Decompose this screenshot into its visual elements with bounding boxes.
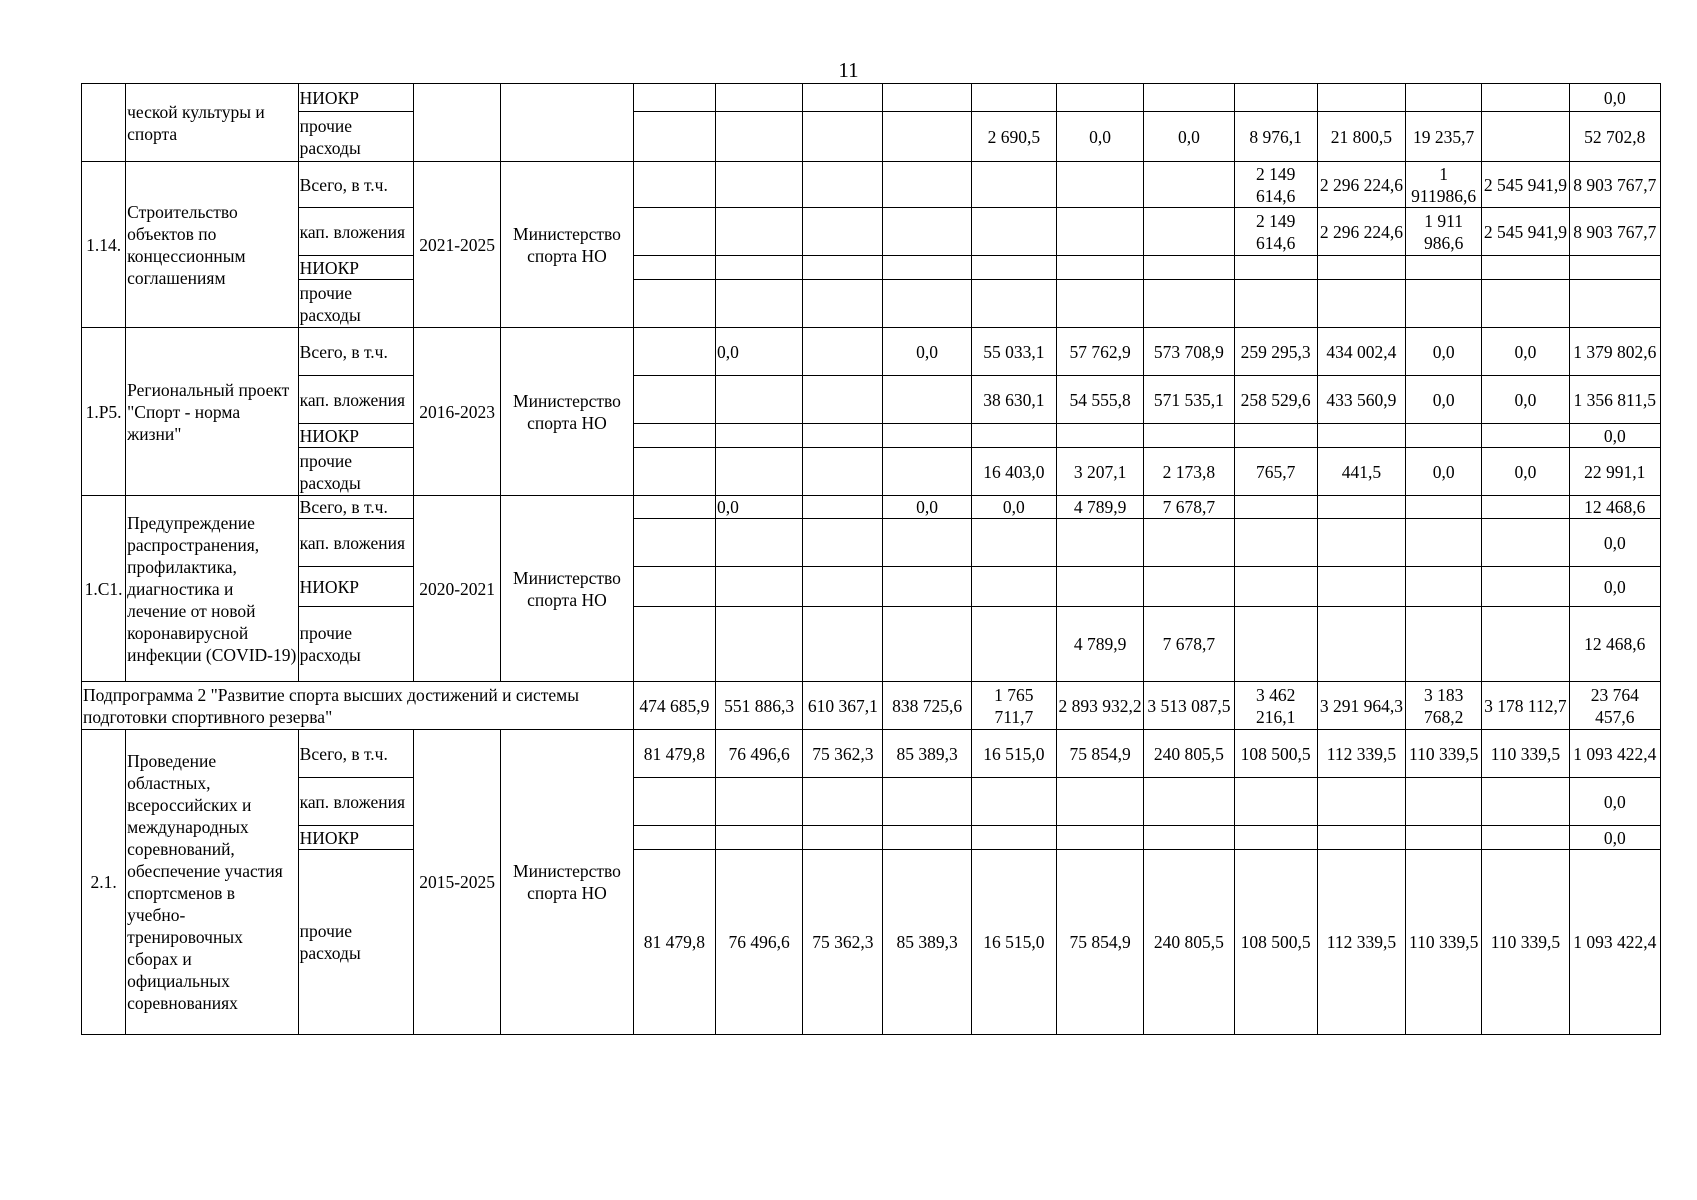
value-cell: 2 173,8 xyxy=(1144,448,1234,496)
value-cell: 2 296 224,6 xyxy=(1317,208,1405,256)
value-cell: 55 033,1 xyxy=(971,328,1056,376)
total-cell: 52 702,8 xyxy=(1569,112,1660,162)
value-cell: 0,0 xyxy=(715,496,802,519)
table-row xyxy=(82,162,1661,208)
row-number-cell: 1.Р5. xyxy=(82,328,126,496)
cost-type-label: НИОКР xyxy=(298,84,413,112)
value-cell: 75 854,9 xyxy=(1056,730,1143,778)
value-cell: 0,0 xyxy=(1406,376,1482,424)
total-cell: 0,0 xyxy=(1569,826,1660,850)
period-cell: 2016-2023 xyxy=(414,328,501,496)
value-cell: 75 854,9 xyxy=(1056,850,1143,1035)
total-cell: 1 379 802,6 xyxy=(1569,328,1660,376)
subprogram-row xyxy=(82,682,1661,730)
value-cell: 108 500,5 xyxy=(1234,730,1317,778)
value-cell: 571 535,1 xyxy=(1144,376,1234,424)
value-cell: 0,0 xyxy=(883,496,971,519)
value-cell: 0,0 xyxy=(1482,448,1569,496)
row-name-cell: Строительство объектов по концессионным соглашениям xyxy=(126,162,299,328)
total-cell: 8 903 767,7 xyxy=(1569,162,1660,208)
value-cell: 0,0 xyxy=(1144,112,1234,162)
value-cell: 112 339,5 xyxy=(1317,730,1405,778)
value-cell: 7 678,7 xyxy=(1144,496,1234,519)
cost-type-label: Всего, в т.ч. xyxy=(298,496,413,519)
value-cell: 112 339,5 xyxy=(1317,850,1405,1035)
value-cell: 258 529,6 xyxy=(1234,376,1317,424)
value-cell: 38 630,1 xyxy=(971,376,1056,424)
table-row xyxy=(82,850,1661,1035)
value-cell: 110 339,5 xyxy=(1482,730,1569,778)
total-cell: 0,0 xyxy=(1569,519,1660,567)
executor-cell: Министерство спорта НО xyxy=(501,730,633,1035)
subprogram-title: Подпрограмма 2 "Развитие спорта высших достижений и системы подготовки спортивного резерва" xyxy=(82,682,634,730)
value-cell: 573 708,9 xyxy=(1144,328,1234,376)
value-cell: 0,0 xyxy=(1406,448,1482,496)
table-row xyxy=(82,567,1661,607)
cost-type-label: Всего, в т.ч. xyxy=(298,328,413,376)
table-row xyxy=(82,256,1661,280)
total-cell: 0,0 xyxy=(1569,424,1660,448)
value-cell: 0,0 xyxy=(715,328,802,376)
cost-type-label: прочие расходы xyxy=(298,280,413,328)
value-cell: 4 789,9 xyxy=(1056,496,1143,519)
value-cell: 76 496,6 xyxy=(715,730,802,778)
cost-type-label: прочие расходы xyxy=(298,607,413,682)
row-name-cell: Предупреждение распространения, профилактика, диагностика и лечение от новой коронавирусной инфекции (COVID-19) xyxy=(126,496,299,682)
cost-type-label: кап. вложения xyxy=(298,208,413,256)
value-cell: 1 911 986,6 xyxy=(1406,208,1482,256)
period-cell: 2021-2025 xyxy=(414,162,501,328)
value-cell: 610 367,1 xyxy=(803,682,883,730)
value-cell: 3 462 216,1 xyxy=(1234,682,1317,730)
value-cell: 85 389,3 xyxy=(883,730,971,778)
value-cell: 0,0 xyxy=(1482,376,1569,424)
table-row xyxy=(82,112,1661,162)
value-cell: 76 496,6 xyxy=(715,850,802,1035)
value-cell: 2 690,5 xyxy=(971,112,1056,162)
value-cell: 3 291 964,3 xyxy=(1317,682,1405,730)
total-cell: 0,0 xyxy=(1569,778,1660,826)
table-row xyxy=(82,280,1661,328)
value-cell xyxy=(1482,112,1569,162)
value-cell: 240 805,5 xyxy=(1144,850,1234,1035)
value-cell: 3 178 112,7 xyxy=(1482,682,1569,730)
row-name-cell: ческой культуры и спорта xyxy=(126,84,299,162)
total-cell: 0,0 xyxy=(1569,567,1660,607)
table-row xyxy=(82,826,1661,850)
value-cell: 108 500,5 xyxy=(1234,850,1317,1035)
total-cell: 12 468,6 xyxy=(1569,496,1660,519)
value-cell: 21 800,5 xyxy=(1317,112,1405,162)
table-row xyxy=(82,730,1661,778)
value-cell: 81 479,8 xyxy=(633,850,715,1035)
value-cell: 16 403,0 xyxy=(971,448,1056,496)
table-row xyxy=(82,519,1661,567)
row-number-cell: 1.С1. xyxy=(82,496,126,682)
row-number-cell: 1.14. xyxy=(82,162,126,328)
value-cell: 259 295,3 xyxy=(1234,328,1317,376)
total-cell: 1 093 422,4 xyxy=(1569,730,1660,778)
cost-type-label: прочие расходы xyxy=(298,448,413,496)
table-row xyxy=(82,496,1661,519)
value-cell: 0,0 xyxy=(1482,328,1569,376)
total-cell: 23 764 457,6 xyxy=(1569,682,1660,730)
value-cell: 54 555,8 xyxy=(1056,376,1143,424)
budget-table xyxy=(81,83,1661,1035)
cost-type-label: НИОКР xyxy=(298,826,413,850)
value-cell: 75 362,3 xyxy=(803,850,883,1035)
value-cell: 110 339,5 xyxy=(1406,850,1482,1035)
value-cell: 7 678,7 xyxy=(1144,607,1234,682)
executor-cell xyxy=(501,84,633,162)
row-name-cell: Региональный проект "Спорт - норма жизни" xyxy=(126,328,299,496)
total-cell: 1 356 811,5 xyxy=(1569,376,1660,424)
total-cell: 8 903 767,7 xyxy=(1569,208,1660,256)
cost-type-label: Всего, в т.ч. xyxy=(298,730,413,778)
executor-cell: Министерство спорта НО xyxy=(501,328,633,496)
value-cell: 240 805,5 xyxy=(1144,730,1234,778)
value-cell: 0,0 xyxy=(1406,328,1482,376)
value-cell: 57 762,9 xyxy=(1056,328,1143,376)
value-cell: 19 235,7 xyxy=(1406,112,1482,162)
value-cell: 551 886,3 xyxy=(715,682,802,730)
value-cell: 16 515,0 xyxy=(971,730,1056,778)
value-cell: 3 513 087,5 xyxy=(1144,682,1234,730)
value-cell: 838 725,6 xyxy=(883,682,971,730)
table-row xyxy=(82,84,1661,112)
value-cell: 2 545 941,9 xyxy=(1482,162,1569,208)
row-number-cell: 2.1. xyxy=(82,730,126,1035)
value-cell: 8 976,1 xyxy=(1234,112,1317,162)
value-cell: 0,0 xyxy=(1056,112,1143,162)
period-cell: 2015-2025 xyxy=(414,730,501,1035)
value-cell: 2 893 932,2 xyxy=(1056,682,1143,730)
value-cell: 110 339,5 xyxy=(1406,730,1482,778)
executor-cell: Министерство спорта НО xyxy=(501,496,633,682)
table-row xyxy=(82,376,1661,424)
value-cell: 0,0 xyxy=(971,496,1056,519)
executor-cell: Министерство спорта НО xyxy=(501,162,633,328)
period-cell: 2020-2021 xyxy=(414,496,501,682)
table-row xyxy=(82,607,1661,682)
total-cell: 1 093 422,4 xyxy=(1569,850,1660,1035)
table-row xyxy=(82,328,1661,376)
value-cell: 75 362,3 xyxy=(803,730,883,778)
value-cell: 474 685,9 xyxy=(633,682,715,730)
value-cell: 4 789,9 xyxy=(1056,607,1143,682)
cost-type-label: прочие расходы xyxy=(298,112,413,162)
value-cell: 0,0 xyxy=(883,328,971,376)
cost-type-label: НИОКР xyxy=(298,424,413,448)
value-cell: 85 389,3 xyxy=(883,850,971,1035)
cost-type-label: кап. вложения xyxy=(298,519,413,567)
total-cell: 22 991,1 xyxy=(1569,448,1660,496)
cost-type-label: НИОКР xyxy=(298,256,413,280)
value-cell: 2 149 614,6 xyxy=(1234,162,1317,208)
row-name-cell: Проведение областных, всероссийских и международных соревнований, обеспечение участия спортсменов в учебно-тренировочных сборах и официальных соревнованиях xyxy=(126,730,299,1035)
cost-type-label: НИОКР xyxy=(298,567,413,607)
value-cell: 434 002,4 xyxy=(1317,328,1405,376)
value-cell: 441,5 xyxy=(1317,448,1405,496)
cost-type-label: Всего, в т.ч. xyxy=(298,162,413,208)
table-row xyxy=(82,448,1661,496)
value-cell: 1 765 711,7 xyxy=(971,682,1056,730)
value-cell: 110 339,5 xyxy=(1482,850,1569,1035)
value-cell: 2 296 224,6 xyxy=(1317,162,1405,208)
value-cell: 3 183 768,2 xyxy=(1406,682,1482,730)
value-cell: 16 515,0 xyxy=(971,850,1056,1035)
cost-type-label: прочие расходы xyxy=(298,850,413,1035)
value-cell: 1 911986,6 xyxy=(1406,162,1482,208)
value-cell: 81 479,8 xyxy=(633,730,715,778)
table-row xyxy=(82,208,1661,256)
table-row xyxy=(82,778,1661,826)
value-cell: 2 149 614,6 xyxy=(1234,208,1317,256)
table-row xyxy=(82,424,1661,448)
period-cell xyxy=(414,84,501,162)
row-number-cell xyxy=(82,84,126,162)
value-cell: 2 545 941,9 xyxy=(1482,208,1569,256)
cost-type-label: кап. вложения xyxy=(298,376,413,424)
cost-type-label: кап. вложения xyxy=(298,778,413,826)
page-number: 11 xyxy=(838,58,859,82)
total-cell: 12 468,6 xyxy=(1569,607,1660,682)
value-cell: 765,7 xyxy=(1234,448,1317,496)
value-cell: 3 207,1 xyxy=(1056,448,1143,496)
value-cell: 433 560,9 xyxy=(1317,376,1405,424)
total-cell: 0,0 xyxy=(1569,84,1660,112)
